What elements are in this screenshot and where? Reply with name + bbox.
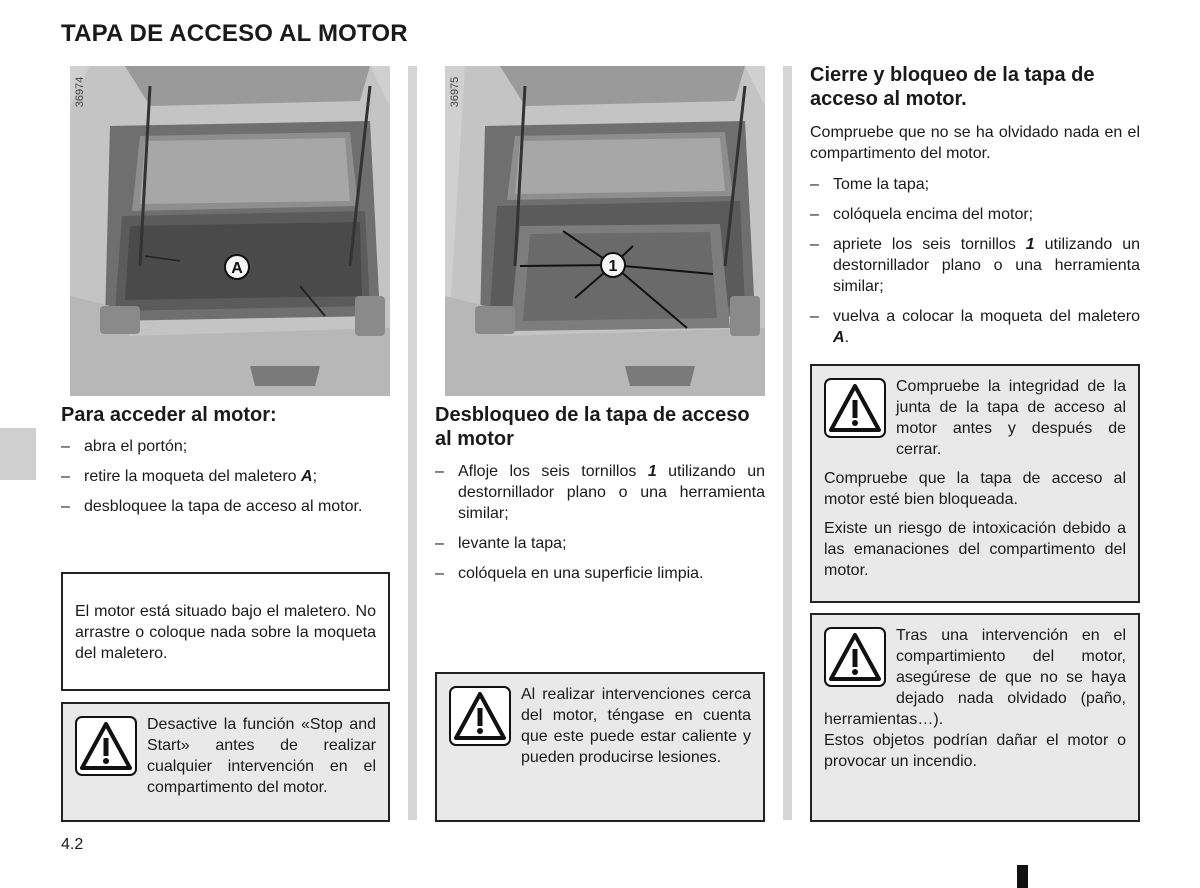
close-intro: Compruebe que no se ha olvidado nada en el compartimento del motor. — [810, 124, 1140, 162]
section-heading-unlock: Desbloqueo de la tapa de acceso al motor — [435, 404, 750, 450]
warning-box — [810, 364, 1140, 603]
column-divider — [783, 66, 792, 820]
callout-1: 1 — [608, 258, 618, 275]
step-item — [810, 174, 1140, 195]
warning-box — [435, 672, 765, 822]
section-heading-access: Para acceder al motor: — [61, 404, 277, 426]
section-heading-close: Cierre y bloqueo de la tapa de acceso al motor. — [810, 64, 1095, 110]
step-item — [61, 466, 390, 487]
engine-cover-illustration — [445, 66, 765, 396]
trunk-carpet-illustration — [70, 66, 390, 396]
close-steps — [810, 174, 1140, 357]
reference-label: 1 — [1025, 236, 1035, 253]
step-text: desbloquee la tapa de acceso al motor. — [84, 498, 363, 515]
step-text: apriete los seis tornillos — [833, 236, 1026, 253]
warning-text: Compruebe la integridad de la junta de la tapa de acceso al motor antes y después de cerrar. — [896, 378, 1126, 458]
step-text: abra el portón; — [84, 438, 188, 455]
step-text: . — [844, 329, 850, 346]
note-text: El motor está situado bajo el maletero. No arrastre o coloque nada sobre la moqueta del maletero. — [75, 603, 376, 662]
reference-label: 1 — [647, 463, 657, 480]
step-item — [435, 533, 765, 554]
warning-text: Estos objetos podrían dañar el motor o provocar un incendio. — [824, 732, 1126, 770]
step-text: retire la moqueta del maletero — [84, 468, 301, 485]
warning-text: Tras una intervención en el compartimiento del motor, asegúrese de que no se haya dejado nada olvidado (paño, herramientas…). — [824, 627, 1126, 728]
step-item — [810, 306, 1140, 348]
warning-triangle-icon — [824, 627, 886, 687]
corner-mark — [1017, 865, 1028, 888]
warning-box — [810, 613, 1140, 822]
unlock-steps — [435, 461, 765, 593]
figure-code: 36974 — [74, 76, 86, 108]
warning-triangle-icon — [824, 378, 886, 438]
step-item — [810, 204, 1140, 225]
page-number: 4.2 — [61, 836, 84, 853]
access-steps — [61, 436, 390, 526]
warning-text: Al realizar intervenciones cerca del motor, téngase en cuenta que este puede estar caliente y pueden producirse lesiones. — [521, 686, 751, 766]
figure-code: 36975 — [449, 76, 461, 108]
step-text: utilizando un destornillador plano o una herramienta similar; — [833, 236, 1140, 295]
warning-text: Desactive la función «Stop and Start» antes de realizar cualquier intervención en el compartimento del motor. — [147, 716, 376, 796]
note-box — [61, 572, 390, 691]
step-text: utilizando un destornillador plano o una herramienta similar; — [458, 463, 765, 522]
warning-box — [61, 702, 390, 822]
step-text: ; — [312, 468, 318, 485]
step-item — [435, 563, 765, 584]
step-item — [435, 461, 765, 524]
step-item — [61, 436, 390, 457]
step-text: levante la tapa; — [458, 535, 567, 552]
step-text: Tome la tapa; — [833, 176, 930, 193]
reference-label: A — [833, 329, 845, 346]
page-title: TAPA DE ACCESO AL MOTOR — [61, 20, 408, 47]
step-item — [810, 234, 1140, 297]
step-text: colóquela en una superficie limpia. — [458, 565, 704, 582]
callout-A: A — [231, 260, 243, 277]
step-text: colóquela encima del motor; — [833, 206, 1034, 223]
section-tab — [0, 428, 36, 480]
step-text: vuelva a colocar la moqueta del maletero — [833, 308, 1140, 325]
step-item — [61, 496, 390, 517]
warning-triangle-icon — [449, 686, 511, 746]
column-divider — [408, 66, 417, 820]
warning-text: Existe un riesgo de intoxicación debido a las emanaciones del compartimento del motor. — [824, 520, 1126, 579]
warning-triangle-icon — [75, 716, 137, 776]
reference-label: A — [301, 468, 313, 485]
step-text: Afloje los seis tornillos — [458, 463, 648, 480]
warning-text: Compruebe que la tapa de acceso al motor esté bien bloqueada. — [824, 470, 1126, 508]
